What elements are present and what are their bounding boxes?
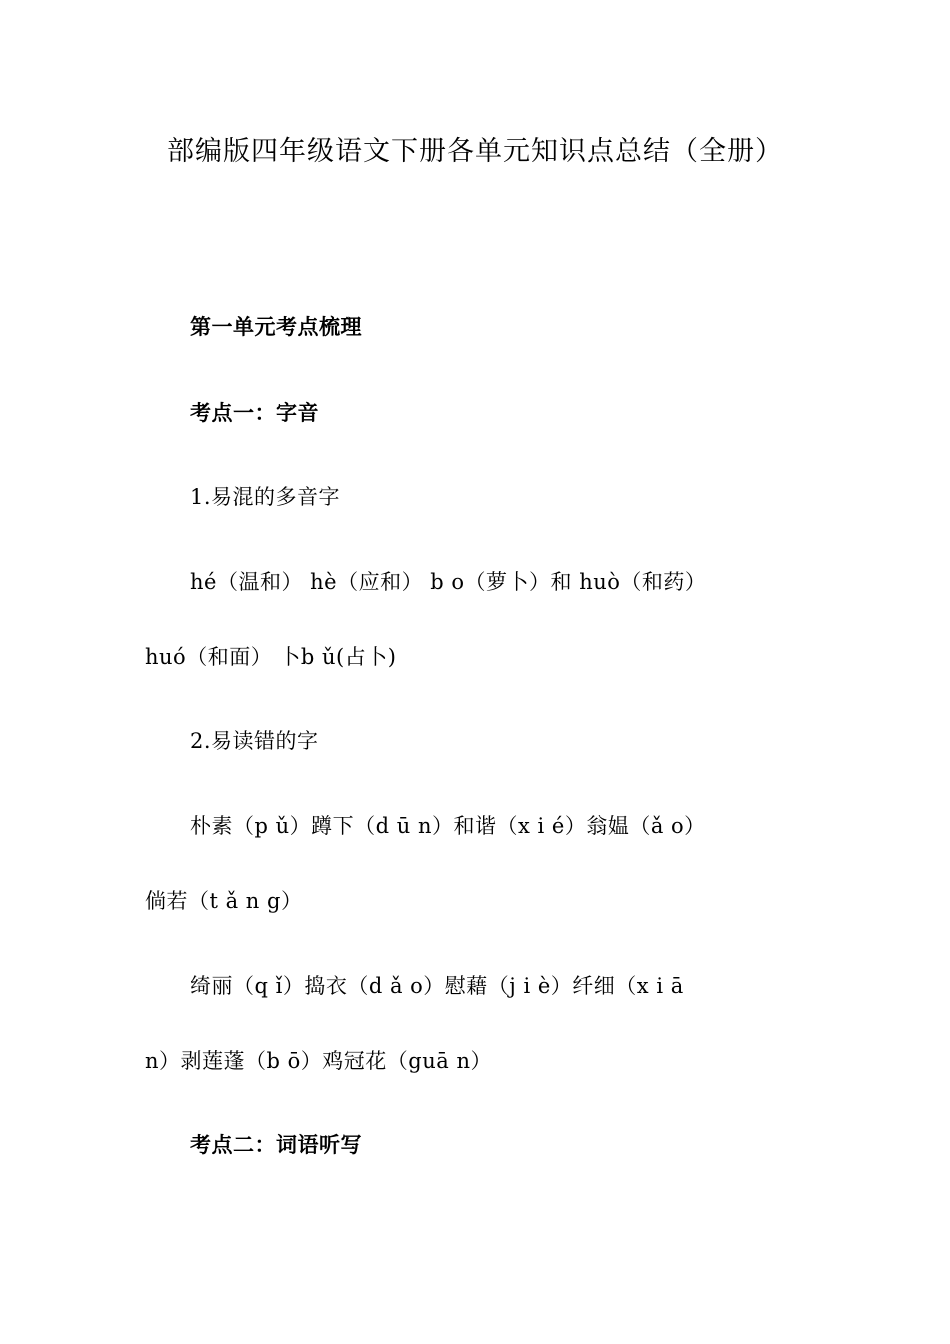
sub2-heading: 2.易读错的字 [190,729,319,753]
sub1-line-2: huó（和面） 卜b ǔ(占卜) [145,645,397,669]
sub2-line-4: n）剥莲蓬（b ō）鸡冠花（guā n） [145,1049,492,1073]
sub2-line-2: 倘若（t ǎ n g） [145,889,303,913]
sub1-line-1: hé（温和） hè（应和） b o（萝卜）和 huò（和药） [190,570,707,594]
sub2-line-3: 绮丽（q ǐ）捣衣（d ǎ o）慰藉（j i è）纤细（x i ā [190,974,684,998]
document-title: 部编版四年级语文下册各单元知识点总结（全册） [167,136,783,167]
point2-heading: 考点二：词语听写 [190,1133,362,1157]
sub1-heading: 1.易混的多音字 [190,485,341,509]
unit-heading: 第一单元考点梳理 [190,315,362,339]
sub2-line-1: 朴素（p ǔ）蹲下（d ū n）和谐（x i é）翁媪（ǎ o） [190,814,706,838]
point1-heading: 考点一：字音 [190,401,319,425]
